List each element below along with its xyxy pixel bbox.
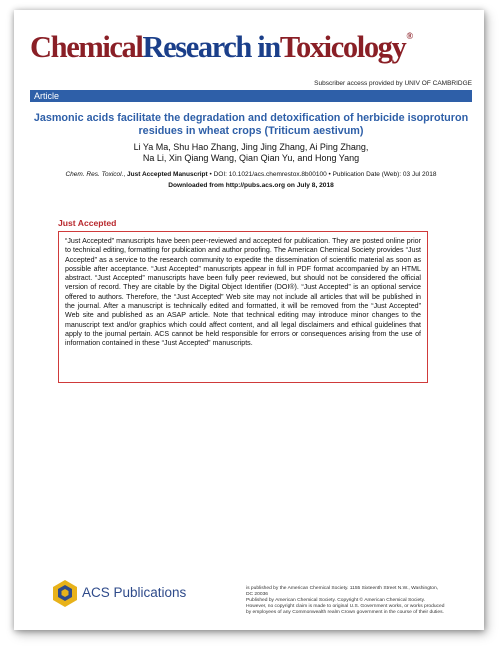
publisher-footer	[246, 586, 446, 616]
logo-text: ACS Publications	[82, 585, 187, 600]
download-note: Downloaded from http://pubs.acs.org on July 8, 2018	[168, 182, 334, 189]
citation-details: • DOI: 10.1021/acs.chemrestox.8b00100 • Publication Date (Web): 03 Jul 2018	[207, 171, 437, 178]
just-accepted-heading: Just Accepted	[58, 218, 117, 228]
just-accepted-box	[58, 231, 428, 383]
manuscript-status: Just Accepted Manuscript	[127, 171, 208, 178]
just-accepted-text: “Just Accepted” manuscripts have been peer-reviewed and accepted for publication. They are posted online prior to technical editing, formatting for publication and author proofing. The American Chemical Society provides “Just Accepted” as a service to the research community to expedite the dissemination of scientific material as soon as possible after acceptance. “Just Accepted” manuscripts appear in full in PDF format accompanied by an HTML abstract. “Just Accepted” manuscripts have been fully peer reviewed, but should not be considered the official version of record. They are citable by the Digital Object Identifier (DOI®). “Just Accepted” is an optional service offered to authors. Therefore, the “Just Accepted” Web site may not include all articles that will be published in the journal. After a manuscript is technically edited and formatted, it will be removed from the “Just Accepted” Web site and published as an ASAP article. Note that technical editing may introduce minor changes to the manuscript text and/or graphics which could affect content, and all legal disclaimers and ethical guidelines that apply to the journal pertain. ACS cannot be held responsible for errors or consequences arising from the use of information contained in these “Just Accepted” manuscripts.	[65, 237, 421, 348]
citation-line: Chem. Res. Toxicol., Just Accepted Manuscript • DOI: 10.1021/acs.chemrestox.8b00100 • Publication Date (Web): 03 Jul 2018	[65, 171, 437, 178]
journal-abbrev: Chem. Res. Toxicol.	[65, 171, 124, 178]
journal-name-part2: Research in	[142, 30, 280, 64]
acs-hexagon-icon	[50, 578, 80, 608]
acs-publications-logo[interactable]	[50, 578, 200, 608]
section-bar	[30, 90, 472, 102]
author-list	[30, 142, 472, 164]
authors-line-2: Na Li, Xin Qiang Wang, Qian Qian Yu, and Hong Yang	[142, 153, 360, 163]
footer-line-2: Published by American Chemical Society. Copyright © American Chemical Society. However, no copyright claim is made to original U.S. Government works, or works produced by employees of any Commonwealth realm Crown government in the course of their duties.	[246, 598, 445, 615]
document-page	[14, 10, 484, 630]
journal-masthead	[30, 32, 470, 63]
access-note: Subscriber access provided by UNIV OF CAMBRIDGE	[314, 80, 472, 87]
journal-name-part3: Toxicology	[279, 30, 406, 64]
journal-name-part1: Chemical	[30, 30, 143, 64]
authors-line-1: Li Ya Ma, Shu Hao Zhang, Jing Jing Zhang, Ai Ping Zhang,	[133, 142, 369, 152]
footer-line-1: is published by the American Chemical Society. 1155 Sixteenth Street N.W., Washington, DC 20036	[246, 586, 439, 597]
registered-mark: ®	[406, 31, 414, 41]
article-title: Jasmonic acids facilitate the degradation and detoxification of herbicide isoproturon residues in wheat crops (Triticum aestivum)	[33, 112, 469, 137]
section-label: Article	[34, 91, 60, 101]
